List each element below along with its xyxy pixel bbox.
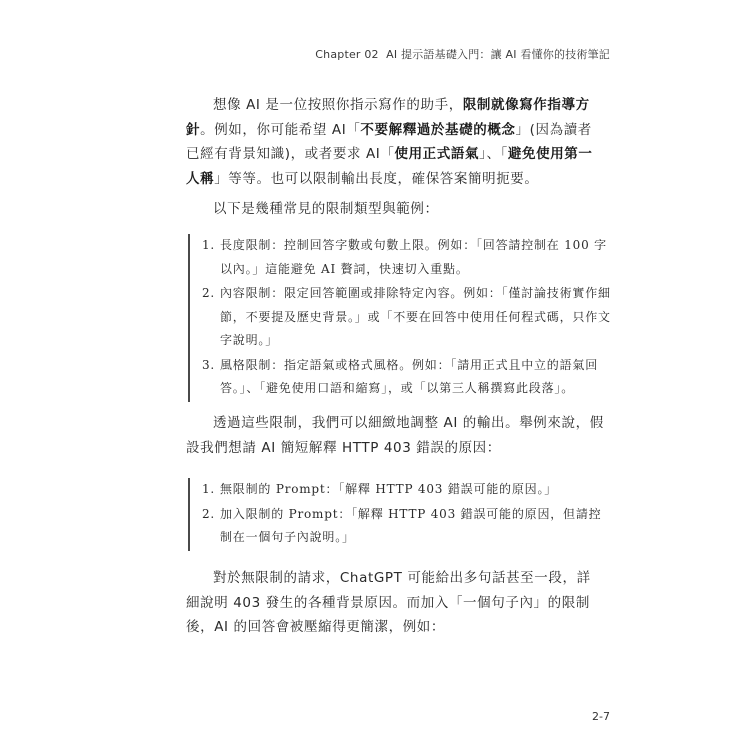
intro-text-5: 」等等。也可以限制輸出長度，確保答案簡明扼要。 <box>214 170 539 187</box>
example-text: 透過這些限制，我們可以細緻地調整 AI 的輸出。舉例來說，假設我們想請 AI 簡短解釋 HTTP 403 錯誤的原因： <box>186 415 604 456</box>
list-item-number: 2. <box>202 506 216 521</box>
list-item <box>202 354 612 401</box>
list-item-number: 2. <box>202 286 216 300</box>
prompt-examples-list <box>188 478 612 551</box>
intro-paragraph <box>186 93 604 191</box>
list-item-text: 內容限制：限定回答範圍或排除特定內容。例如：「僅討論技術實作細節，不要提及歷史背景。」或「不要在回答中使用任何程式碼，只作文字說明。」 <box>220 286 611 347</box>
list-intro-paragraph <box>186 197 604 222</box>
list-item <box>202 234 612 281</box>
intro-text-2: 。例如，你可能希望 AI「 <box>200 121 361 138</box>
chapter-title: AI 提示語基礎入門：讓 AI 看懂你的技術筆記 <box>386 48 610 61</box>
intro-text-4: 」、「 <box>479 146 508 162</box>
intro-bold-3: 使用正式語氣 <box>394 146 480 162</box>
list-intro-text: 以下是幾種常見的限制類型與範例： <box>213 201 439 217</box>
intro-text-1: 想像 AI 是一位按照你指示寫作的助手， <box>213 97 463 113</box>
page-number: 2-7 <box>592 710 610 723</box>
list-item-text: 風格限制：指定語氣或格式風格。例如：「請用正式且中立的語氣回答。」、「避免使用口語和縮寫」，或「以第三人稱撰寫此段落」。 <box>220 357 599 395</box>
constraint-types-list <box>188 234 612 402</box>
list-item <box>202 503 612 550</box>
list-item-text: 加入限制的 Prompt：「解釋 HTTP 403 錯誤可能的原因，但請控制在一個句子內說明。」 <box>220 506 602 544</box>
list-item-number: 1. <box>202 482 216 496</box>
intro-bold-2: 不要解釋過於基礎的概念 <box>360 121 516 138</box>
conclusion-text: 對於無限制的請求，ChatGPT 可能給出多句話甚至一段，詳細說明 403 發生的各種背景原因。而加入「一個句子內」的限制後，AI 的回答會被壓縮得更簡潔，例如： <box>186 570 591 635</box>
intro-text-3: 」(因為讀者已經有背景知識)，或者要求 AI「 <box>186 121 592 162</box>
running-header <box>315 46 610 62</box>
chapter-label: Chapter 02 <box>315 48 379 61</box>
list-item-text: 長度限制：控制回答字數或句數上限。例如：「回答請控制在 100 字以內。」這能避免 AI 贅詞，快速切入重點。 <box>220 238 607 276</box>
list-item <box>202 282 612 353</box>
list-item-number: 1. <box>202 238 216 252</box>
example-paragraph <box>186 411 604 460</box>
list-item-number: 3. <box>202 357 216 372</box>
intro-bold-1: 限制就像寫作指導方針 <box>186 97 590 138</box>
list-item-text: 無限制的 Prompt：「解釋 HTTP 403 錯誤可能的原因。」 <box>220 482 558 496</box>
conclusion-paragraph <box>186 566 604 640</box>
intro-bold-4: 避免使用第一人稱 <box>186 146 593 187</box>
list-item <box>202 478 612 502</box>
